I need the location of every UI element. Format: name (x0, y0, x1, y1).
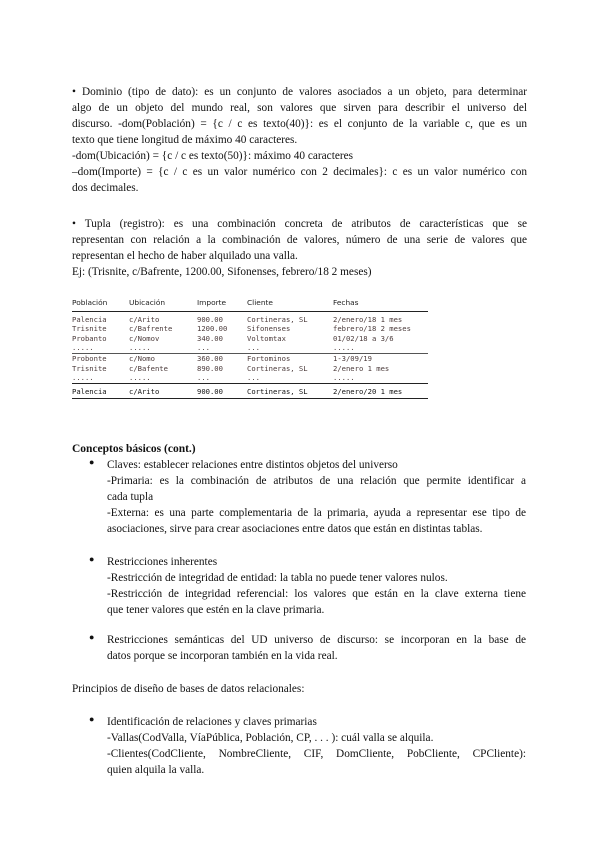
table-row: ..... ..... ... ... ..... (72, 343, 355, 353)
table-row: Palencia c/Arito 900.00 Cortineras, SL 2/enero/18 1 mes (72, 314, 403, 324)
text-line: • Dominio (tipo de dato): es un conjunto de valores asociados a un objeto, para determinar (72, 86, 527, 98)
text-line: -Vallas(CodValla, VíaPública, Población, CP, . . . ): cuál valla se alquila. (107, 732, 434, 744)
bullet-icon: • (72, 218, 76, 230)
text-line: • Tupla (registro): es una combinación concreta de atributos de características que se (72, 218, 527, 230)
table-row: Probonte c/Nomo 360.00 Fortominos 1-3/09/19 (72, 353, 428, 363)
column-header: Fechas (333, 296, 428, 311)
restricciones-item (107, 554, 526, 618)
item-title: Restricciones inherentes (107, 556, 218, 568)
text-line: quien alquila la valla. (107, 764, 205, 776)
vallas-table (72, 296, 428, 399)
section-heading: Conceptos básicos (cont.) (72, 443, 196, 455)
example-line: Ej: (Trisnite, c/Bafrente, 1200.00, Sifonenses, febrero/18 2 meses) (72, 266, 372, 278)
dominio-paragraph (72, 84, 527, 196)
bullet-dot-icon: ● (89, 554, 95, 564)
claves-item (107, 457, 526, 537)
text-line: –dom(Importe) = {c / c es un valor numérico con 2 decimales}: c es un valor numérico con (72, 166, 527, 178)
bullet-dot-icon: ● (89, 632, 95, 642)
principios-heading: Principios de diseño de bases de datos relacionales: (72, 683, 305, 695)
text-line: representan con relación a la combinación de valores, número de una serie de valores que (72, 234, 527, 246)
text-line: -Externa: es una parte complementaria de la primaria, ayuda a representar ese tipo de (107, 507, 526, 519)
text-line: -dom(Ubicación) = {c / c es texto(50)}: máximo 40 caracteres (72, 150, 354, 162)
item-title: Identificación de relaciones y claves primarias (107, 716, 317, 728)
text-line: texto que tiene longitud de máximo 40 caracteres. (72, 134, 298, 146)
table-row: Trisnite c/Bafrente 1200.00 Sifonenses febrero/18 2 meses (72, 324, 411, 334)
text-line: que tener valores que estén en la clave primaria. (107, 604, 325, 616)
text-line: discurso. -dom(Población) = {c / c es texto(40)}: es el conjunto de la variable c, que es un (72, 118, 527, 130)
text-line: dos decimales. (72, 182, 139, 194)
text-line: cada tupla (107, 491, 154, 503)
bullet-dot-icon: ● (89, 457, 95, 467)
text-line: -Restricción de integridad de entidad: la tabla no puede tener valores nulos. (107, 572, 448, 584)
text-line: -Restricción de integridad referencial: los valores que están en la clave externa tiene (107, 588, 526, 600)
column-header: Importe (197, 296, 247, 311)
bullet-dot-icon: ● (89, 714, 95, 724)
table-row: Trisnite c/Bafente 890.00 Cortineras, SL 2/enero 1 mes (72, 363, 390, 373)
table-row: Palencia c/Arito 900.00 Cortineras, SL 2/enero/20 1 mes (72, 383, 428, 399)
text-line: Restricciones semánticas del UD universo de discurso: se incorporan en la base de (107, 634, 526, 646)
text-line: -Clientes(CodCliente, NombreCliente, CIF, DomCliente, PobCliente, CPCliente): (107, 748, 526, 760)
column-header: Ubicación (129, 296, 197, 311)
principios-item (107, 714, 526, 778)
text-line: -Primaria: es la combinación de atributos de una relación que permite identificar a (107, 475, 526, 487)
text-line: datos porque se incorporan también en la vida real. (107, 650, 338, 662)
text-line: representan el hecho de haber alquilado una valla. (72, 250, 298, 262)
column-header: Cliente (247, 296, 333, 311)
table-header-row (72, 296, 428, 311)
bullet-icon: • (72, 86, 76, 98)
tupla-paragraph (72, 216, 527, 280)
text-line: asociaciones, sirve para crear asociaciones entre datos que están en distintas tablas. (107, 523, 483, 535)
table-row: ..... ..... ... ... ..... (72, 373, 355, 383)
column-header: Población (72, 296, 129, 311)
text-line: algo de un objeto del mundo real, son valores que sirven para describir el universo del (72, 102, 527, 114)
table-row: Probanto c/Nomov 340.00 Voltomtax 01/02/18 a 3/6 (72, 333, 394, 343)
semanticas-item (107, 632, 526, 664)
item-title: Claves: establecer relaciones entre distintos objetos del universo (107, 459, 398, 471)
